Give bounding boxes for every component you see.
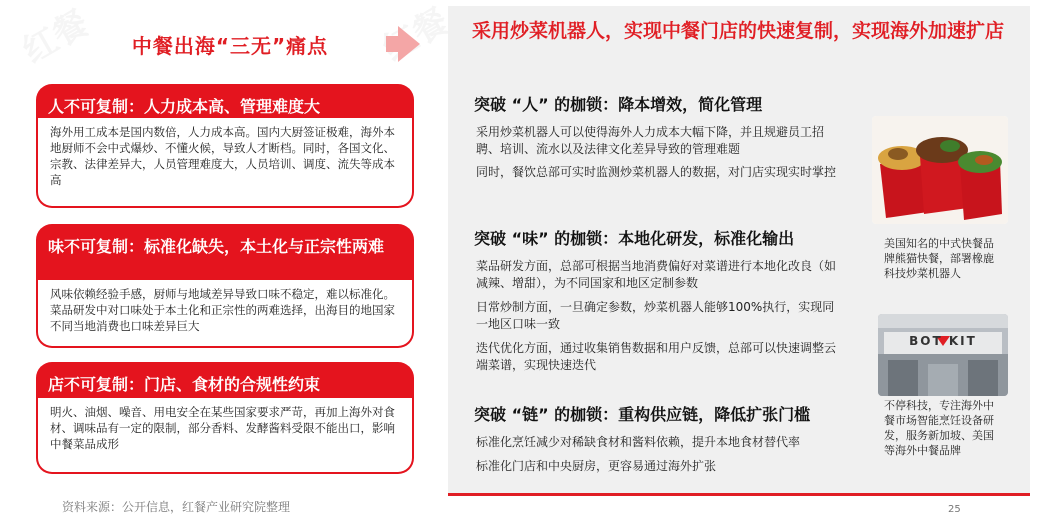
watermark: 红餐 <box>376 1 456 70</box>
section-heading-chain: 突破 “链” 的枷锁：重构供应链，降低扩张门槛 <box>474 405 811 424</box>
page-number: 25 <box>948 504 961 515</box>
card-heading: 味不可复制：标准化缺失，本土化与正宗性两难 <box>48 237 385 256</box>
section-paragraph: 日常炒制方面，一旦确定参数，炒菜机器人能够100%执行，实现同一地区口味一致 <box>476 300 835 331</box>
card-body: 风味依赖经验手感，厨师与地域差异导致口味不稳定，难以标准化。菜品研发中对口味处于本土化和正宗性的两难选择，出海目的地国家不同当地消费也口味差异巨大 <box>38 280 412 346</box>
section-paragraph: 标准化烹饪减少对稀缺食材和酱料依赖，提升本地食材替代率 <box>476 435 801 449</box>
section-paragraph: 菜品研发方面，总部可根据当地消费偏好对菜谱进行本地化改良（如减辣、增甜），为不同国家和地区定制参数 <box>476 259 837 290</box>
store-photo <box>878 314 1008 396</box>
section-paragraph: 采用炒菜机器人可以使得海外人力成本大幅下降，并且规避员工招聘、培训、流水以及法律文化差异导致的管理难题 <box>476 125 825 156</box>
pain-card-taste <box>36 224 414 348</box>
food-photo <box>872 116 1008 224</box>
section-heading-taste: 突破 “味” 的枷锁：本地化研发，标准化输出 <box>474 229 795 248</box>
section-heading-people: 突破 “人” 的枷锁：降本增效，简化管理 <box>474 95 763 114</box>
pain-card-store <box>36 362 414 474</box>
store-photo-caption: 不停科技，专注海外中餐市场智能烹饪设备研发，服务新加坡、美国等海外中餐品牌 <box>884 399 994 457</box>
solution-title: 采用炒菜机器人，实现中餐门店的快速复制，实现海外加速扩店 <box>472 20 1005 42</box>
pain-points-title: 中餐出海“三无”痛点 <box>131 34 329 58</box>
card-body: 明火、油烟、噪音、用电安全在某些国家要求严苛，再加上海外对食材、调味品有一定的限制，部分香料、发酵酱料受限不能出口，影响中餐菜品成形 <box>38 398 412 472</box>
store-sign: BOT KIT <box>909 334 977 348</box>
card-heading: 店不可复制：门店、食材的合规性约束 <box>48 375 321 394</box>
pain-card-people <box>36 84 414 208</box>
card-heading: 人不可复制：人力成本高、管理难度大 <box>48 97 321 116</box>
watermark: 红餐 <box>16 3 96 72</box>
section-paragraph: 同时，餐饮总部可实时监测炒菜机器人的数据，对门店实现实时掌控 <box>476 165 837 179</box>
card-body: 海外用工成本是国内数倍，人力成本高。国内大厨签证极难，海外本地厨师不会中式爆炒、不懂火候，导致人才断档。同时，各国文化、宗教、法律差异大，人员管理难度大，人员培训、调度、流失等成本高 <box>38 118 412 206</box>
section-paragraph: 标准化门店和中央厨房，更容易通过海外扩张 <box>476 459 717 473</box>
source-note: 资料来源：公开信息，红餐产业研究院整理 <box>62 500 291 514</box>
arrow-right-icon <box>398 26 420 62</box>
section-paragraph: 迭代优化方面，通过收集销售数据和用户反馈，总部可以快速调整云端菜谱，实现快速迭代 <box>476 341 837 372</box>
food-photo-caption: 美国知名的中式快餐品牌熊猫快餐，部署橡鹿科技炒菜机器人 <box>884 237 994 280</box>
